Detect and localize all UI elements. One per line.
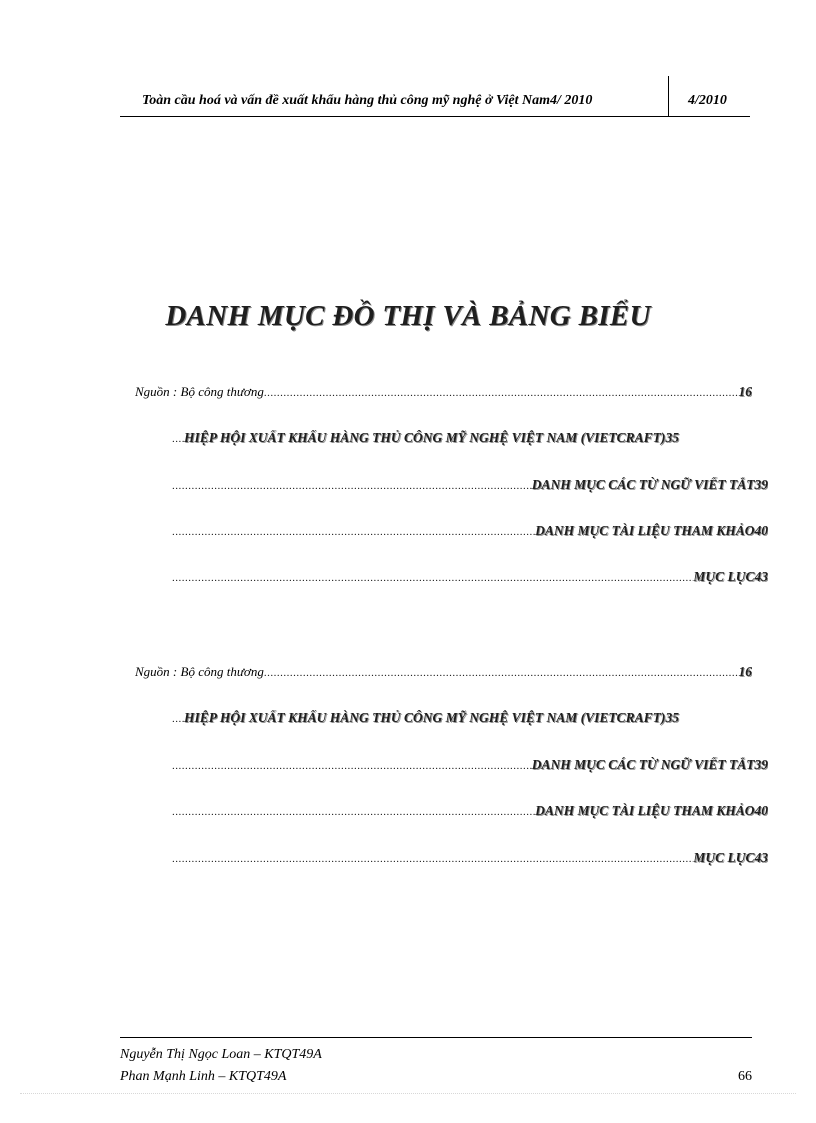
toc-entry-text: DANH MỤC TÀI LIỆU THAM KHẢO bbox=[535, 803, 755, 818]
header-title: Toàn cầu hoá và vấn đề xuất khẩu hàng thủ công mỹ nghệ ở Việt Nam4/ 2010 bbox=[142, 93, 593, 108]
toc-entry-vietcraft[interactable] bbox=[172, 430, 768, 446]
toc-entry-contents[interactable] bbox=[172, 569, 768, 585]
toc-entry-page: 16 bbox=[738, 384, 752, 399]
page-bottom-dotted-rule bbox=[20, 1093, 796, 1094]
dot-leader bbox=[172, 806, 535, 818]
toc-entry-text: Nguồn : Bộ công thương bbox=[135, 384, 264, 399]
header-date: 4/2010 bbox=[688, 93, 727, 108]
toc-entry-text: MỤC LỤC bbox=[693, 569, 755, 584]
header-divider bbox=[668, 76, 669, 116]
page-title: DANH MỤC ĐỒ THỊ VÀ BẢNG BIỂU bbox=[165, 300, 651, 332]
toc-entry-page: 43 bbox=[754, 569, 768, 584]
toc-entry-page: 43 bbox=[754, 850, 768, 865]
toc-entry-references[interactable] bbox=[172, 803, 768, 819]
dot-leader bbox=[172, 433, 184, 445]
toc-entry-source[interactable] bbox=[135, 384, 752, 400]
toc-entry-page: 40 bbox=[754, 803, 768, 818]
toc-entry-text: MỤC LỤC bbox=[693, 850, 755, 865]
toc-entry-text: DANH MỤC CÁC TỪ NGỮ VIẾT TẮT bbox=[531, 477, 755, 492]
toc-entry-abbreviations[interactable] bbox=[172, 757, 768, 773]
dot-leader bbox=[172, 526, 535, 538]
dot-leader bbox=[264, 387, 739, 399]
footer-page-number: 66 bbox=[738, 1069, 752, 1084]
toc-entry-text: Nguồn : Bộ công thương bbox=[135, 664, 264, 679]
page-header bbox=[120, 76, 750, 117]
dot-leader bbox=[172, 480, 532, 492]
toc-entry-page: 35 bbox=[665, 710, 679, 725]
toc-entry-text: DANH MỤC TÀI LIỆU THAM KHẢO bbox=[535, 523, 755, 538]
dot-leader bbox=[264, 667, 739, 679]
dot-leader bbox=[172, 760, 532, 772]
toc-entry-page: 35 bbox=[665, 430, 679, 445]
dot-leader bbox=[172, 853, 693, 865]
toc-entry-page: 39 bbox=[754, 757, 768, 772]
page-footer bbox=[120, 1037, 752, 1084]
toc-entry-text: HIỆP HỘI XUẤT KHẨU HÀNG THỦ CÔNG MỸ NGHỆ VIỆT NAM (VIETCRAFT) bbox=[184, 430, 666, 445]
toc-entry-vietcraft[interactable] bbox=[172, 710, 768, 726]
toc-entry-page: 39 bbox=[754, 477, 768, 492]
toc-entry-page: 40 bbox=[754, 523, 768, 538]
toc-entry-text: DANH MỤC CÁC TỪ NGỮ VIẾT TẮT bbox=[531, 757, 755, 772]
footer-author-1: Nguyễn Thị Ngọc Loan – KTQT49A bbox=[120, 1047, 322, 1062]
toc-entry-text: HIỆP HỘI XUẤT KHẨU HÀNG THỦ CÔNG MỸ NGHỆ VIỆT NAM (VIETCRAFT) bbox=[184, 710, 666, 725]
toc-entry-abbreviations[interactable] bbox=[172, 477, 768, 493]
toc-entry-contents[interactable] bbox=[172, 850, 768, 866]
dot-leader bbox=[172, 572, 693, 584]
toc-entry-source[interactable] bbox=[135, 664, 752, 680]
dot-leader bbox=[172, 713, 184, 725]
toc-entry-references[interactable] bbox=[172, 523, 768, 539]
toc-entry-page: 16 bbox=[738, 664, 752, 679]
footer-author-2: Phan Mạnh Linh – KTQT49A bbox=[120, 1069, 287, 1084]
